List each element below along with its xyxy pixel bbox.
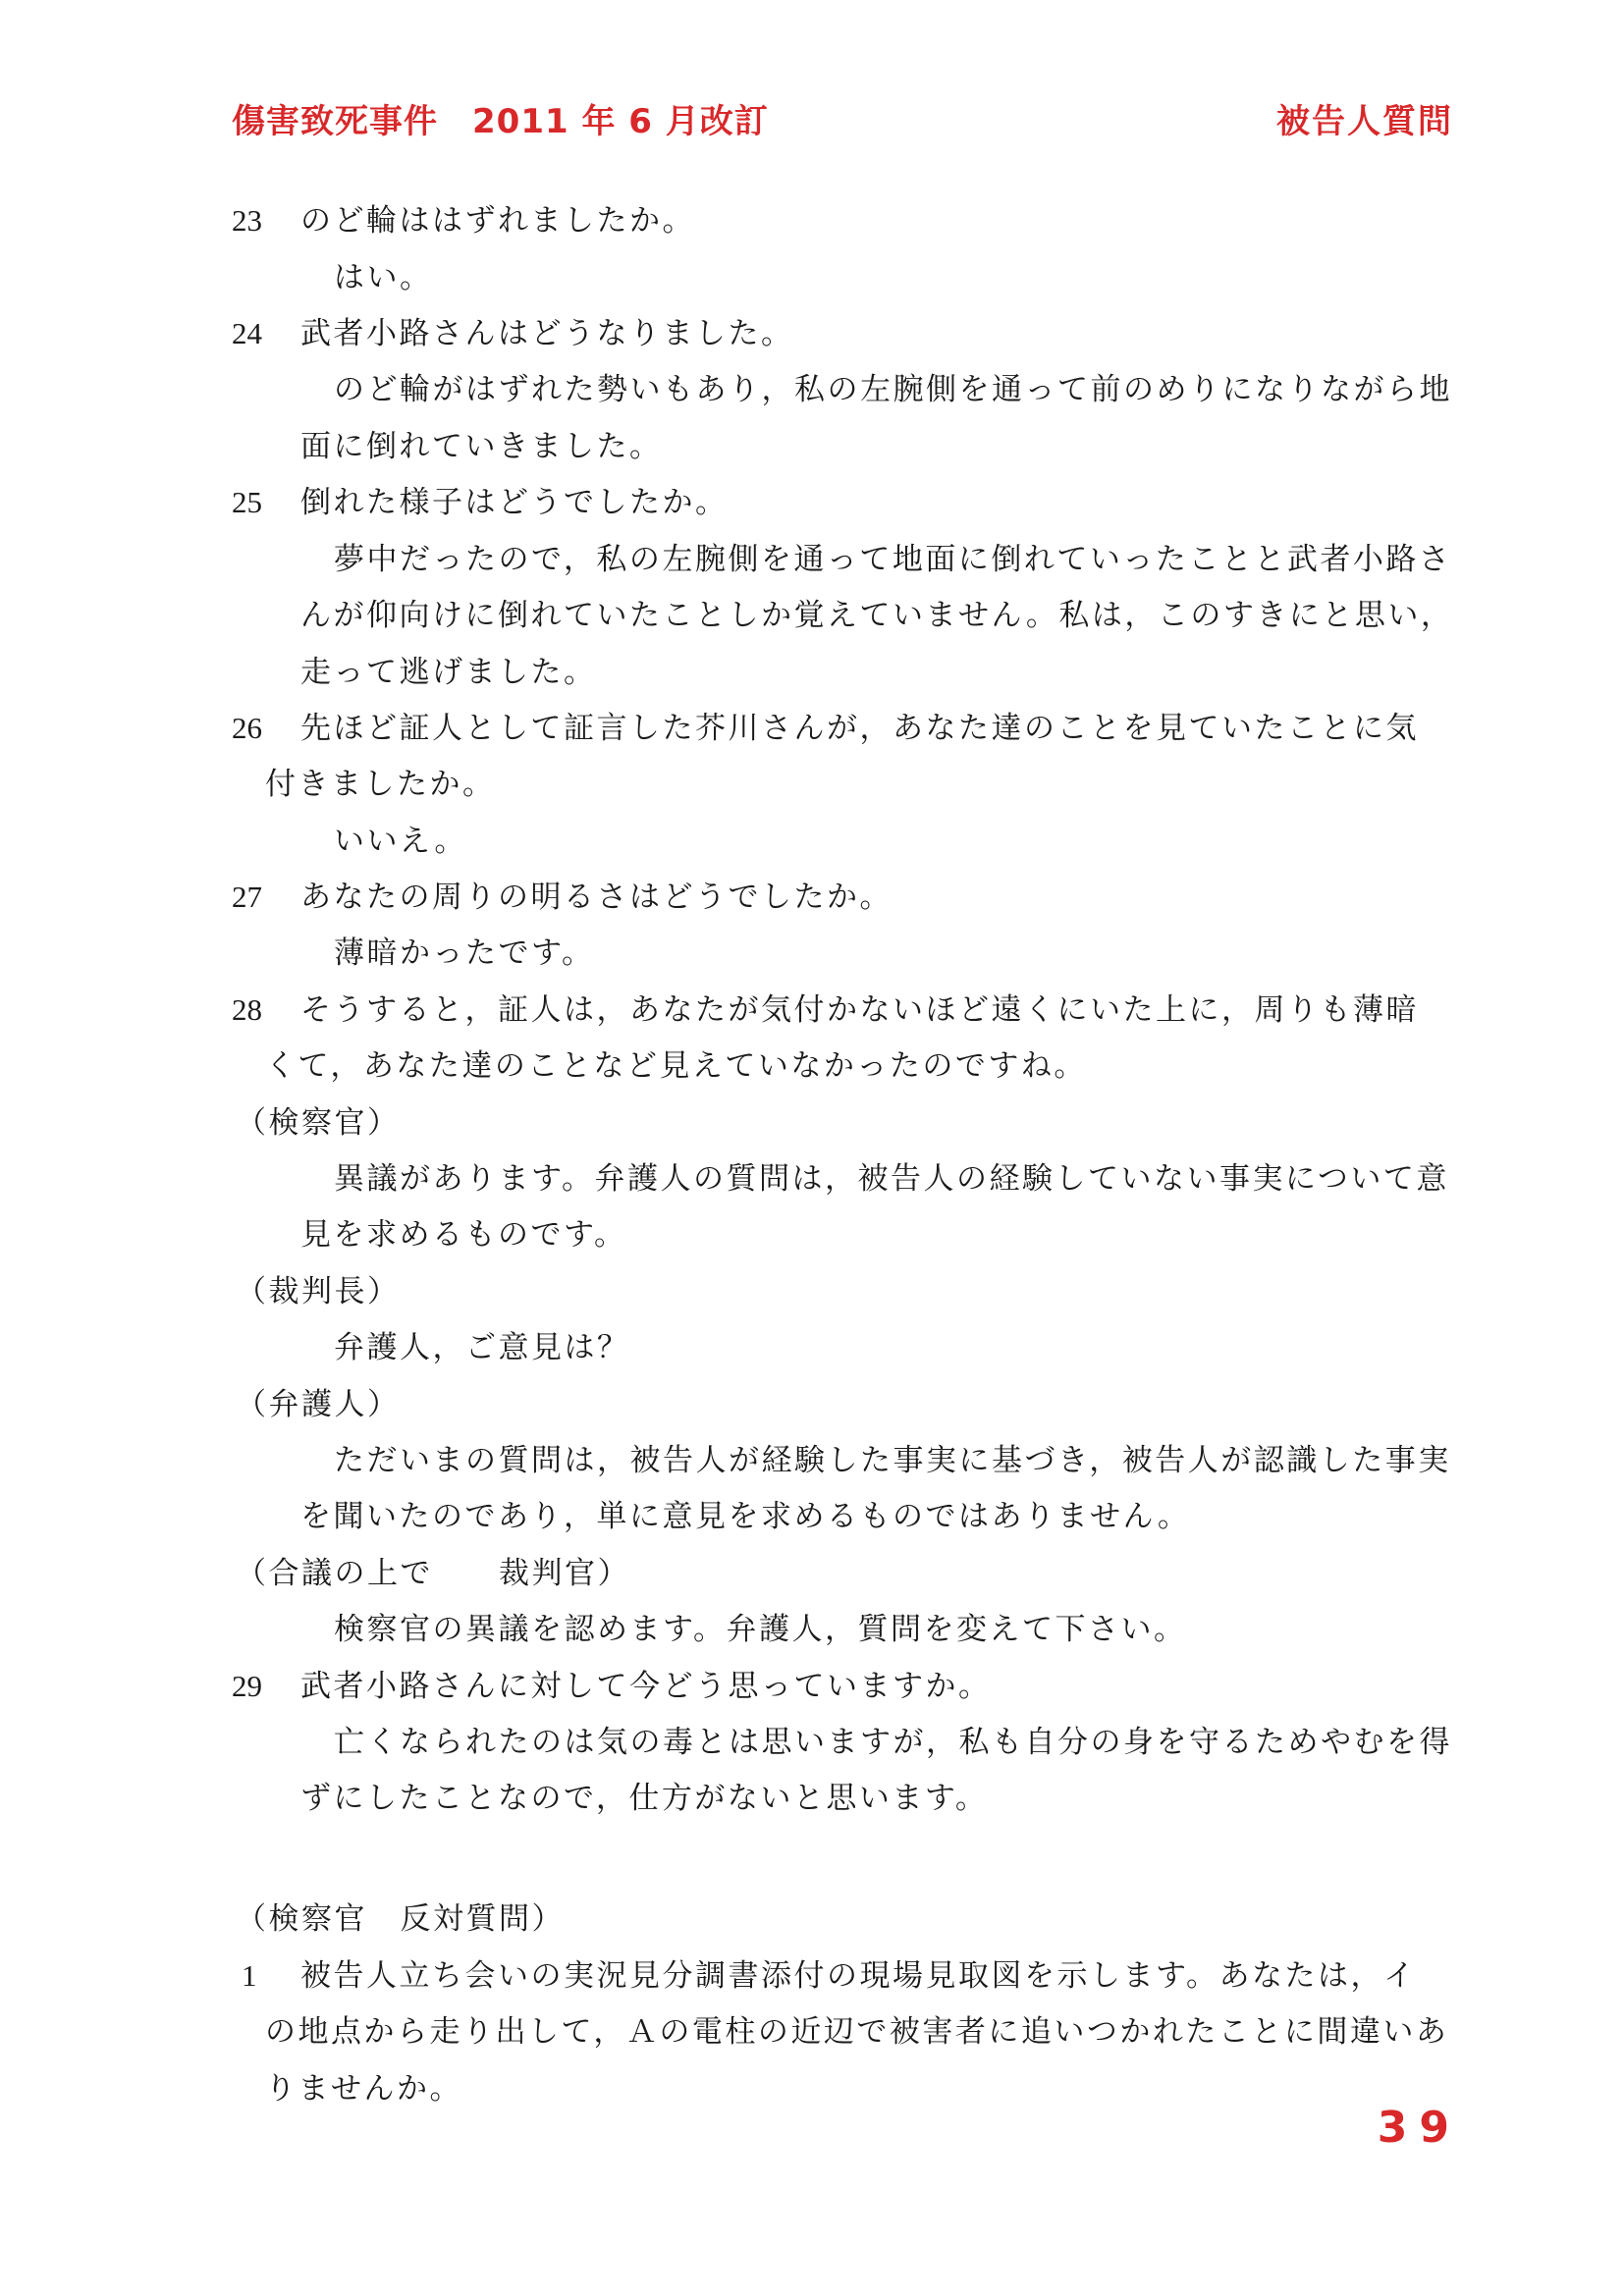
question-number: 28	[232, 992, 262, 1027]
answer-text: ずにしたことなので，仕方がないと思います。	[300, 1781, 989, 1816]
page-header	[0, 94, 1624, 143]
answer-text: 走って逃げました。	[300, 655, 597, 690]
question-text: 倒れた様子はどうでしたか。	[300, 485, 729, 520]
answer-text: のど輪がはずれた勢いもあり，私の左腕側を通って前のめりになりながら地	[334, 372, 1452, 407]
question-number: 29	[232, 1669, 262, 1703]
statement-text: 弁護人，ご意見は？	[334, 1330, 630, 1365]
question-number: 25	[232, 485, 262, 519]
question-text: 武者小路さんはどうなりました。	[300, 316, 794, 351]
question-text: 先ほど証人として証言した芥川さんが，あなた達のことを見ていたことに気	[300, 711, 1419, 746]
section-label: （検察官 反対質問）	[236, 1901, 565, 1937]
statement-text: ただいまの質問は，被告人が経験した事実に基づき，被告人が認識した事実	[334, 1443, 1451, 1478]
question-text: の地点から走り出して，Ａの電柱の近辺で被害者に追いつかれたことに間違いあ	[265, 2014, 1449, 2050]
section-title: 被告人質問	[1276, 102, 1453, 141]
answer-text: 面に倒れていきました。	[300, 429, 663, 464]
speaker-label: （裁判長）	[236, 1274, 401, 1309]
statement-text: 検察官の異議を認めます。弁護人，質問を変えて下さい。	[334, 1612, 1187, 1647]
answer-text: いいえ。	[334, 824, 467, 859]
speaker-label: （検察官）	[236, 1105, 401, 1141]
statement-text: 異議があります。弁護人の質問は，被告人の経験していない事実について意	[334, 1161, 1449, 1197]
statement-text: 見を求めるものです。	[300, 1217, 627, 1253]
question-number: 24	[232, 316, 262, 350]
question-text: 付きましたか。	[265, 767, 496, 802]
answer-text: んが仰向けに倒れていたことしか覚えていません。私は，このすきにと思い，	[300, 598, 1454, 633]
answer-text: 夢中だったので，私の左腕側を通って地面に倒れていったことと武者小路さ	[334, 542, 1452, 577]
question-text: 武者小路さんに対して今どう思っていますか。	[300, 1669, 992, 1704]
question-text: のど輪ははずれましたか。	[300, 203, 695, 239]
speaker-label: （弁護人）	[236, 1387, 401, 1422]
question-text: りませんか。	[265, 2071, 462, 2107]
question-text: 被告人立ち会いの実況見分調書添付の現場見取図を示します。あなたは，イ	[300, 1958, 1417, 1994]
question-number: 27	[232, 880, 262, 914]
speaker-label: （合議の上で 裁判官）	[236, 1556, 630, 1591]
question-text: そうすると，証人は，あなたが気付かないほど遠くにいた上に，周りも薄暗	[300, 992, 1419, 1028]
answer-text: はい。	[334, 260, 433, 295]
question-text: あなたの周りの明るさはどうでしたか。	[300, 880, 893, 915]
document-title: 傷害致死事件 2011 年 6 月改訂	[232, 102, 769, 141]
question-number: 1	[242, 1958, 257, 1993]
answer-text: 亡くなられたのは気の毒とは思いますが，私も自分の身を守るためやむを得	[334, 1725, 1452, 1760]
statement-text: を聞いたのであり，単に意見を求めるものではありません。	[300, 1499, 1191, 1534]
page-number: 39	[1377, 2103, 1461, 2153]
answer-text: 薄暗かったです。	[334, 935, 595, 971]
question-number: 23	[232, 203, 262, 238]
question-text: くて，あなた達のことなど見えていなかったのですね。	[265, 1048, 1087, 1084]
question-number: 26	[232, 711, 262, 745]
